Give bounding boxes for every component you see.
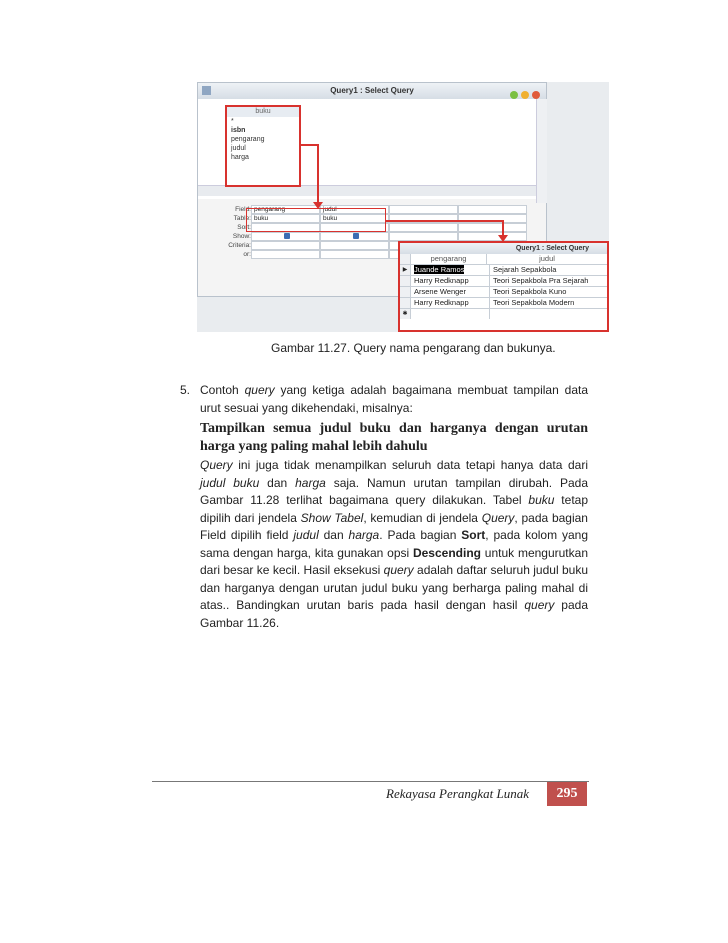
grid-cell[interactable] bbox=[458, 232, 527, 241]
connector-line bbox=[386, 220, 504, 222]
text-run: query bbox=[524, 598, 555, 612]
item-intro bbox=[200, 381, 588, 417]
grid-cell[interactable]: judul bbox=[320, 205, 389, 214]
cell-pengarang[interactable] bbox=[411, 276, 490, 286]
maximize-icon[interactable] bbox=[521, 91, 529, 99]
vertical-scrollbar[interactable] bbox=[536, 99, 547, 203]
grid-cell[interactable] bbox=[389, 232, 458, 241]
text-run: , pada bagian Field dipilih field bbox=[200, 510, 588, 542]
text-run: Contoh bbox=[200, 383, 245, 397]
new-record-icon: ✱ bbox=[400, 309, 411, 319]
text-run: , pada kolom yang sama dengan harga, kita gunakan opsi bbox=[200, 528, 588, 560]
table-field[interactable]: judul bbox=[231, 145, 246, 152]
grid-row-label: Sort: bbox=[237, 224, 251, 231]
figure-caption: Gambar 11.27. Query nama pengarang dan bukunya. bbox=[271, 341, 556, 355]
grid-row-label: Criteria: bbox=[228, 242, 251, 249]
table-field[interactable]: harga bbox=[231, 154, 249, 161]
window-menu-icon[interactable] bbox=[202, 86, 211, 95]
list-item-5 bbox=[180, 381, 588, 417]
text-run: Show Tabel bbox=[300, 510, 364, 525]
grid-cell[interactable]: pengarang bbox=[251, 205, 320, 214]
minimize-icon[interactable] bbox=[510, 91, 518, 99]
query-window-title: Query1 : Select Query bbox=[198, 83, 546, 99]
grid-cell[interactable] bbox=[320, 241, 389, 250]
cell-text: Juande Ramos bbox=[414, 265, 465, 274]
row-selector[interactable] bbox=[400, 298, 411, 308]
grid-cell[interactable] bbox=[320, 232, 389, 241]
page-number: 295 bbox=[547, 782, 587, 806]
column-header-judul[interactable]: judul bbox=[539, 254, 555, 263]
text-run: harga bbox=[348, 528, 380, 542]
table-row[interactable] bbox=[400, 265, 607, 276]
grid-cell[interactable] bbox=[458, 205, 527, 214]
table-field[interactable]: pengarang bbox=[231, 136, 265, 143]
grid-row bbox=[208, 232, 546, 241]
show-checkbox[interactable] bbox=[353, 233, 359, 239]
grid-cell[interactable] bbox=[320, 250, 389, 259]
connector-line bbox=[317, 144, 319, 206]
query-result-window bbox=[398, 241, 609, 332]
cell-judul[interactable]: Teori Sepakbola Modern bbox=[493, 298, 575, 307]
book-title: Rekayasa Perangkat Lunak bbox=[386, 786, 529, 801]
row-selector[interactable] bbox=[400, 287, 411, 297]
cell-pengarang[interactable] bbox=[411, 287, 490, 297]
cell-pengarang[interactable] bbox=[411, 298, 490, 308]
footer-divider bbox=[152, 781, 589, 782]
text-run: Descending bbox=[412, 545, 481, 560]
text-run: judul bbox=[293, 528, 319, 542]
text-run: , kemudian di jendela bbox=[363, 510, 482, 525]
result-window-title: Query1 : Select Query bbox=[400, 243, 607, 254]
text-run: ini juga tidak menampilkan seluruh data tetapi hanya data dari bbox=[232, 458, 588, 472]
text-run: query bbox=[383, 563, 414, 577]
cell-text: Harry Redknapp bbox=[414, 276, 469, 285]
grid-cell[interactable] bbox=[251, 232, 320, 241]
show-checkbox[interactable] bbox=[284, 233, 290, 239]
text-run: untuk mengurutkan dari besar ke kecil. Hasil eksekusi bbox=[200, 545, 588, 577]
close-icon[interactable] bbox=[532, 91, 540, 99]
text-run: Query bbox=[481, 510, 515, 525]
table-name: buku bbox=[227, 107, 299, 117]
grid-cell[interactable] bbox=[389, 205, 458, 214]
text-run: harga bbox=[295, 475, 326, 490]
text-run: tetap dipilih dari jendela bbox=[200, 493, 588, 525]
result-header-row bbox=[400, 254, 607, 265]
explanation-paragraph bbox=[200, 457, 588, 632]
grid-row-label: Show: bbox=[232, 233, 251, 240]
table-buku-box[interactable] bbox=[225, 105, 301, 187]
text-run: . Pada bagian bbox=[379, 528, 462, 542]
table-field[interactable]: * bbox=[231, 118, 234, 125]
text-run: saja. Namun urutan tampilan dirubah. Pada Gambar 11.28 terlihat bagaimana query dilakukan. Tabel bbox=[200, 475, 588, 507]
current-record-icon[interactable]: ▶ bbox=[400, 265, 411, 275]
grid-cell[interactable]: buku bbox=[251, 214, 320, 223]
cell-text: Harry Redknapp bbox=[414, 298, 469, 307]
cell-pengarang[interactable] bbox=[411, 265, 490, 275]
cell-text: Arsene Wenger bbox=[414, 287, 466, 296]
text-run: yang ketiga adalah bagaimana membuat tampilan data urut sesuai yang dikehendaki, misalnya: bbox=[200, 383, 589, 415]
text-run: dan bbox=[318, 528, 349, 542]
grid-cell[interactable]: buku bbox=[320, 214, 389, 223]
table-row[interactable] bbox=[400, 287, 607, 298]
text-run: judul buku bbox=[200, 475, 260, 490]
new-record-row[interactable] bbox=[400, 309, 607, 319]
field-highlight-box bbox=[246, 208, 386, 232]
table-row[interactable] bbox=[400, 298, 607, 309]
grid-cell[interactable] bbox=[458, 223, 527, 232]
grid-row-label: or: bbox=[243, 251, 251, 258]
column-header-pengarang[interactable]: pengarang bbox=[411, 254, 487, 264]
table-field[interactable]: isbn bbox=[231, 127, 246, 134]
cell-judul[interactable]: Teori Sepakbola Kuno bbox=[493, 287, 567, 296]
grid-row-label: Table: bbox=[233, 215, 251, 222]
table-row[interactable] bbox=[400, 276, 607, 287]
text-run: Query bbox=[200, 458, 233, 472]
example-heading: Tampilkan semua judul buku dan harganya dengan urutan harga yang paling mahal lebih dahulu bbox=[200, 421, 588, 454]
cell-judul[interactable]: Sejarah Sepakbola bbox=[493, 265, 557, 274]
text-run: pada Gambar 11.26. bbox=[200, 598, 589, 630]
grid-cell[interactable] bbox=[251, 241, 320, 250]
grid-cell[interactable] bbox=[251, 250, 320, 259]
cell-judul[interactable]: Teori Sepakbola Pra Sejarah bbox=[493, 276, 589, 285]
grid-cell[interactable] bbox=[389, 223, 458, 232]
text-run: dan bbox=[259, 475, 296, 490]
grid-row-label: Field: bbox=[235, 206, 251, 213]
text-run: buku bbox=[528, 493, 555, 507]
text-run: adalah daftar seluruh judul buku dan harganya dengan urutan judul buku yang berharga paling mahal di atas.. Bandingkan urutan baris pada hasil dengan hasil bbox=[200, 563, 589, 612]
list-number: 5. bbox=[180, 383, 191, 397]
row-selector[interactable] bbox=[400, 276, 411, 286]
text-run: Sort bbox=[461, 528, 486, 542]
text-run: query bbox=[244, 383, 275, 397]
